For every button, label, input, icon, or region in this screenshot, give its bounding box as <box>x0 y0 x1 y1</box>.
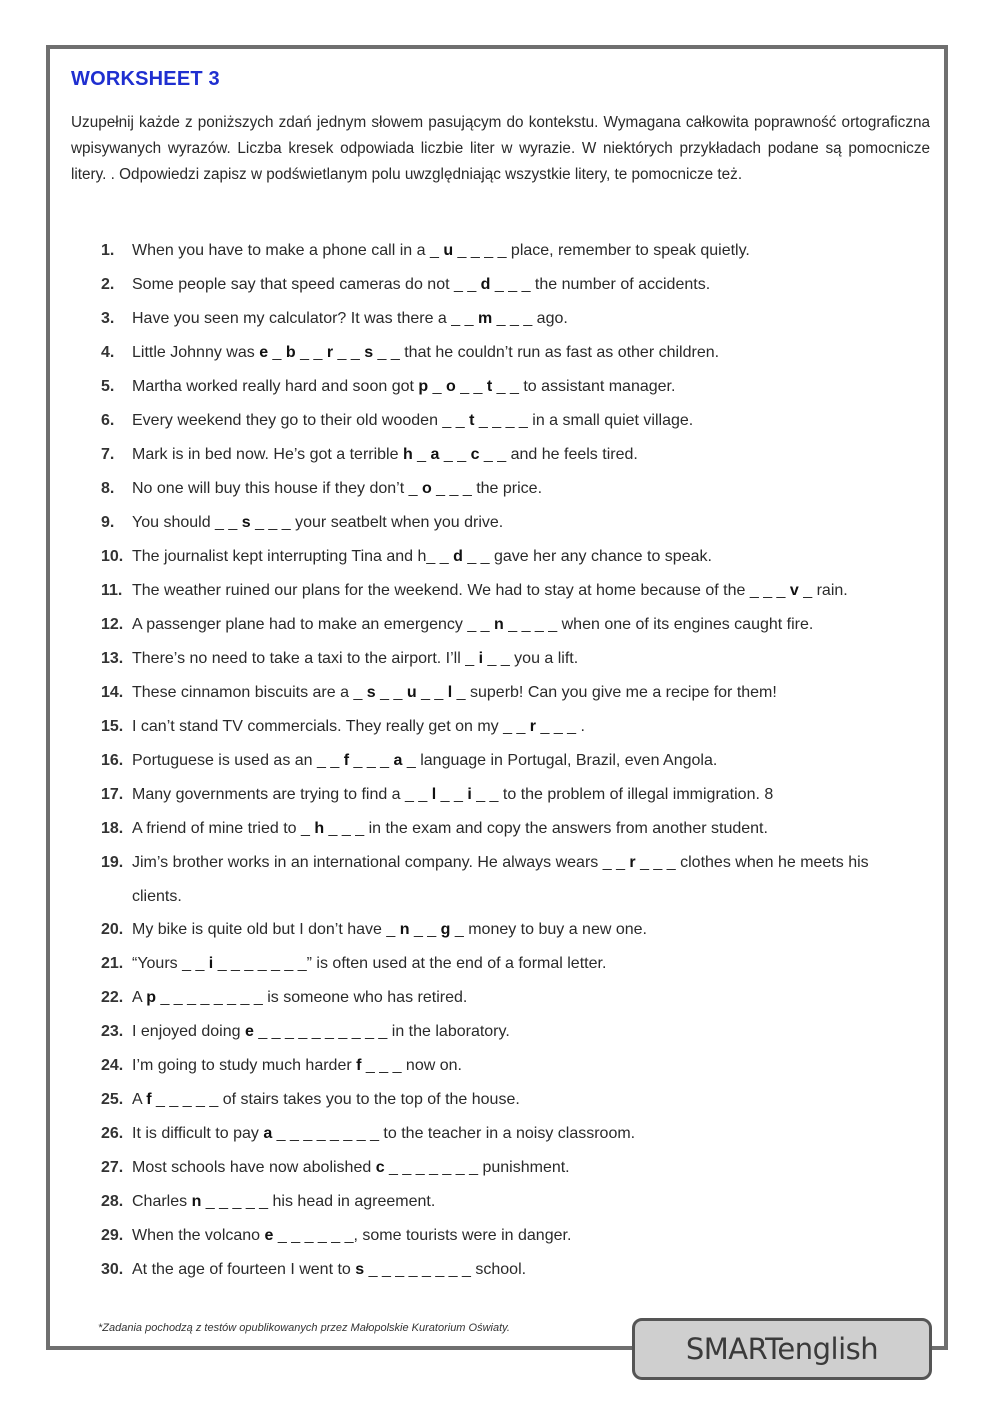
hint-letter: r <box>529 718 537 735</box>
exercise-item <box>0 608 1000 642</box>
hint-letter: e <box>259 344 269 361</box>
exercise-sentence: A passenger plane had to make an emergency _ _ n _ _ _ _ when one of its engines caught fire. <box>132 616 814 633</box>
exercise-item <box>0 1049 1000 1083</box>
exercise-number: 3. <box>101 310 115 327</box>
exercise-number: 20. <box>101 921 124 938</box>
exercise-number: 28. <box>101 1193 124 1210</box>
exercise-sentence: These cinnamon biscuits are a _ s _ _ u _ _ l _ superb! Can you give me a recipe for them! <box>132 684 777 701</box>
hint-letter: c <box>470 446 480 463</box>
exercise-item <box>0 1151 1000 1185</box>
hint-letter: s <box>241 514 251 531</box>
worksheet-title: WORKSHEET 3 <box>71 68 220 90</box>
brand-badge <box>632 1318 932 1380</box>
hint-letter: f <box>356 1057 362 1074</box>
brand-logo: SMARTenglish <box>685 1332 879 1366</box>
exercise-sentence: The journalist kept interrupting Tina and h_ _ d _ _ gave her any chance to speak. <box>132 548 712 565</box>
exercise-number: 9. <box>101 514 115 531</box>
exercise-sentence: No one will buy this house if they don’t _ o _ _ _ the price. <box>132 480 543 497</box>
exercise-sentence: You should _ _ s _ _ _ your seatbelt when you drive. <box>132 514 504 531</box>
exercise-sentence: Little Johnny was e _ b _ _ r _ _ s _ _ that he couldn’t run as fast as other children. <box>132 344 720 361</box>
exercise-sentence: Have you seen my calculator? It was there a _ _ m _ _ _ ago. <box>132 310 568 327</box>
exercise-item <box>0 438 1000 472</box>
hint-letter: h <box>314 820 325 837</box>
hint-letter: i <box>467 786 472 803</box>
hint-letter: r <box>629 854 636 871</box>
exercise-number: 7. <box>101 446 115 463</box>
hint-letter: m <box>477 310 493 327</box>
exercise-sentence: Some people say that speed cameras do not _ _ d _ _ _ the number of accidents. <box>132 276 711 293</box>
hint-letter: a <box>263 1125 273 1142</box>
hint-letter: u <box>443 242 454 259</box>
exercise-item <box>0 540 1000 574</box>
exercise-item <box>0 642 1000 676</box>
hint-letter: p <box>418 378 429 395</box>
exercise-item <box>0 744 1000 778</box>
exercise-sentence: Portuguese is used as an _ _ f _ _ _ a _ language in Portugal, Brazil, even Angola. <box>132 752 718 769</box>
hint-letter: g <box>440 921 451 938</box>
hint-letter: v <box>789 582 799 599</box>
exercise-item <box>0 1253 1000 1287</box>
hint-letter: c <box>375 1159 385 1176</box>
exercise-sentence: Mark is in bed now. He’s got a terrible h _ a _ _ c _ _ and he feels tired. <box>132 446 638 463</box>
exercise-sentence: At the age of fourteen I went to s _ _ _ _ _ _ _ _ school. <box>132 1261 527 1278</box>
exercise-item <box>0 506 1000 540</box>
exercise-sentence: Every weekend they go to their old wooden _ _ t _ _ _ _ in a small quiet village. <box>132 412 694 429</box>
exercise-list <box>0 234 1000 1287</box>
exercise-number: 21. <box>101 955 124 972</box>
exercise-sentence: A friend of mine tried to _ h _ _ _ in the exam and copy the answers from another student. <box>132 820 768 837</box>
exercise-number: 17. <box>101 786 124 803</box>
exercise-item <box>0 268 1000 302</box>
exercise-item <box>0 1219 1000 1253</box>
exercise-number: 26. <box>101 1125 124 1142</box>
exercise-number: 8. <box>101 480 115 497</box>
exercise-sentence: Many governments are trying to find a _ _ l _ _ i _ _ to the problem of illegal immigration. 8 <box>132 786 774 803</box>
exercise-number: 23. <box>101 1023 124 1040</box>
exercise-item <box>0 710 1000 744</box>
exercise-item <box>0 1083 1000 1117</box>
exercise-item <box>0 846 1000 913</box>
exercise-sentence: Most schools have now abolished c _ _ _ _ _ _ _ punishment. <box>132 1159 570 1176</box>
exercise-sentence: There’s no need to take a taxi to the airport. I’ll _ i _ _ you a lift. <box>132 650 579 667</box>
exercise-item <box>0 472 1000 506</box>
hint-letter: s <box>366 684 376 701</box>
exercise-sentence: The weather ruined our plans for the weekend. We had to stay at home because of the _ _ _ v _ rain. <box>132 582 848 599</box>
exercise-sentence: I enjoyed doing e _ _ _ _ _ _ _ _ _ _ in the laboratory. <box>132 1023 510 1040</box>
hint-letter: r <box>326 344 334 361</box>
hint-letter: s <box>364 344 374 361</box>
exercise-number: 2. <box>101 276 115 293</box>
exercise-sentence: Charles n _ _ _ _ _ his head in agreement. <box>132 1193 436 1210</box>
hint-letter: l <box>447 684 453 701</box>
exercise-item <box>0 404 1000 438</box>
exercise-item <box>0 812 1000 846</box>
exercise-number: 19. <box>101 854 124 871</box>
exercise-sentence: A p _ _ _ _ _ _ _ _ is someone who has retired. <box>132 989 468 1006</box>
exercise-number: 27. <box>101 1159 124 1176</box>
hint-letter: u <box>406 684 417 701</box>
exercise-sentence: It is difficult to pay a _ _ _ _ _ _ _ _ to the teacher in a noisy classroom. <box>132 1125 636 1142</box>
exercise-item <box>0 676 1000 710</box>
hint-letter: f <box>343 752 350 769</box>
exercise-item <box>0 234 1000 268</box>
exercise-number: 6. <box>101 412 115 429</box>
exercise-item <box>0 1117 1000 1151</box>
hint-letter: a <box>393 752 403 769</box>
exercise-item <box>0 336 1000 370</box>
hint-letter: s <box>355 1261 365 1278</box>
exercise-number: 16. <box>101 752 124 769</box>
exercise-item <box>0 302 1000 336</box>
exercise-number: 12. <box>101 616 124 633</box>
hint-letter: i <box>478 650 484 667</box>
exercise-sentence: “Yours _ _ i _ _ _ _ _ _ _” is often used at the end of a formal letter. <box>132 955 607 972</box>
hint-letter: n <box>494 616 504 633</box>
exercise-number: 4. <box>101 344 115 361</box>
exercise-item <box>0 778 1000 812</box>
exercise-sentence: I’m going to study much harder f _ _ _ now on. <box>132 1057 462 1074</box>
exercise-number: 15. <box>101 718 124 735</box>
exercise-sentence: When you have to make a phone call in a _ u _ _ _ _ place, remember to speak quietly. <box>132 242 750 259</box>
hint-letter: e <box>244 1023 254 1040</box>
exercise-sentence: My bike is quite old but I don’t have _ n _ _ g _ money to buy a new one. <box>132 921 647 938</box>
hint-letter: d <box>453 548 463 565</box>
exercise-number: 13. <box>101 650 124 667</box>
exercise-number: 24. <box>101 1057 124 1074</box>
hint-letter: o <box>445 378 456 395</box>
hint-letter: o <box>421 480 432 497</box>
exercise-number: 29. <box>101 1227 124 1244</box>
exercise-sentence: When the volcano e _ _ _ _ _ _, some tourists were in danger. <box>132 1227 572 1244</box>
exercise-item <box>0 913 1000 947</box>
exercise-sentence: I can’t stand TV commercials. They really get on my _ _ r _ _ _ . <box>132 718 585 735</box>
exercise-item <box>0 981 1000 1015</box>
exercise-item <box>0 1015 1000 1049</box>
hint-letter: i <box>208 955 214 972</box>
instructions: Uzupełnij każde z poniższych zdań jednym słowem pasującym do kontekstu. Wymagana całkowita poprawność ortograficzna wpisywanych wyrazów. Liczba kresek odpowiada liczbie liter w wyrazie. W niektórych przykładach podane są pomocnicze litery. . Odpowiedzi zapisz w podświetlanym polu uwzględniając wszystkie litery, te pomocnicze też. <box>71 114 930 183</box>
exercise-number: 18. <box>101 820 124 837</box>
hint-letter: h <box>402 446 413 463</box>
footnote: *Zadania pochodzą z testów opublikowanych przez Małopolskie Kuratorium Oświaty. <box>98 1322 510 1334</box>
hint-letter: d <box>480 276 491 293</box>
hint-letter: a <box>430 446 440 463</box>
exercise-item <box>0 947 1000 981</box>
exercise-number: 30. <box>101 1261 124 1278</box>
exercise-sentence: Martha worked really hard and soon got p _ o _ _ t _ _ to assistant manager. <box>132 378 676 395</box>
exercise-number: 11. <box>101 582 123 599</box>
exercise-number: 5. <box>101 378 115 395</box>
hint-letter: t <box>486 378 493 395</box>
exercise-sentence: A f _ _ _ _ _ of stairs takes you to the top of the house. <box>132 1091 520 1108</box>
hint-letter: f <box>146 1091 152 1108</box>
hint-letter: p <box>146 989 157 1006</box>
exercise-item <box>0 1185 1000 1219</box>
hint-letter: n <box>191 1193 202 1210</box>
exercise-number: 25. <box>101 1091 124 1108</box>
hint-letter: e <box>264 1227 274 1244</box>
exercise-sentence: Jim’s brother works in an international company. He always wears _ _ r _ _ _ clothes when he meets his clients. <box>132 854 869 905</box>
hint-letter: t <box>469 412 475 429</box>
exercise-number: 10. <box>101 548 124 565</box>
hint-letter: n <box>399 921 410 938</box>
hint-letter: b <box>285 344 296 361</box>
exercise-item <box>0 574 1000 608</box>
hint-letter: l <box>431 786 437 803</box>
exercise-number: 14. <box>101 684 124 701</box>
exercise-item <box>0 370 1000 404</box>
exercise-number: 22. <box>101 989 124 1006</box>
exercise-number: 1. <box>101 242 115 259</box>
